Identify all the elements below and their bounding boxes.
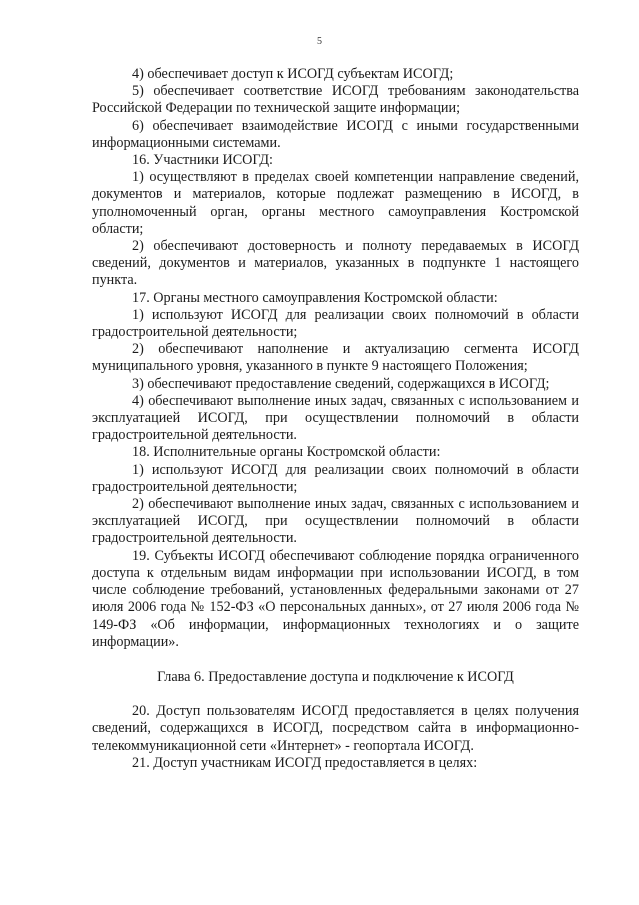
paragraph: 20. Доступ пользователям ИСОГД предоставляется в целях получения сведений, содержащихся в ИСОГД, посредством сайта в информационно-телекоммуникационной сети «Интернет» - геопортала ИСОГД.: [92, 703, 579, 754]
paragraph: 21. Доступ участникам ИСОГД предоставляется в целях:: [132, 754, 478, 771]
paragraph: 6) обеспечивает взаимодействие ИСОГД с иными государственными информационными системами.: [92, 117, 579, 151]
paragraph: 19. Субъекты ИСОГД обеспечивают соблюдение порядка ограниченного доступа к отдельным видам информации при использовании ИСОГД, в том числе соблюдение требований, установленных федеральными законами от 27 июля 2006 года № 152-ФЗ «О персональных данных», от 27 июля 2006 года № 149-ФЗ «Об информации, информационных технологиях и о защите информации».: [92, 547, 579, 650]
chapter-heading: Глава 6. Предоставление доступа и подключение к ИСОГД: [157, 668, 514, 685]
paragraph: 2) обеспечивают достоверность и полноту передаваемых в ИСОГД сведений, документов и материалов, указанных в подпункте 1 настоящего пункта.: [92, 238, 579, 289]
paragraph: 2) обеспечивают выполнение иных задач, связанных с использованием и эксплуатацией ИСОГД, при осуществлении полномочий в области градостроительной деятельности.: [92, 496, 579, 547]
paragraph: 4) обеспечивает доступ к ИСОГД субъектам ИСОГД;: [132, 66, 454, 82]
page-number: 5: [317, 36, 322, 47]
paragraph: 5) обеспечивает соответствие ИСОГД требованиям законодательства Российской Федерации по технической защите информации;: [92, 83, 579, 117]
paragraph: 2) обеспечивают наполнение и актуализацию сегмента ИСОГД муниципального уровня, указанного в пункте 9 настоящего Положения;: [92, 341, 579, 375]
document-body: [92, 66, 579, 772]
paragraph: 4) обеспечивают выполнение иных задач, связанных с использованием и эксплуатацией ИСОГД, при осуществлении полномочий в области градостроительной деятельности.: [92, 392, 579, 444]
paragraph: 1) осуществляют в пределах своей компетенции направление сведений, документов и материалов, которые подлежат размещению в ИСОГД, в уполномоченный орган, органы местного самоуправления Костромской области;: [92, 169, 579, 237]
paragraph: 3) обеспечивают предоставление сведений, содержащихся в ИСОГД;: [132, 375, 550, 392]
paragraph: 16. Участники ИСОГД:: [132, 152, 274, 169]
paragraph: 18. Исполнительные органы Костромской области:: [132, 444, 441, 461]
paragraph: 1) используют ИСОГД для реализации своих полномочий в области градостроительной деятельности;: [92, 461, 579, 495]
paragraph: 17. Органы местного самоуправления Костромской области:: [132, 289, 498, 306]
paragraph: 1) используют ИСОГД для реализации своих полномочий в области градостроительной деятельности;: [92, 306, 579, 341]
